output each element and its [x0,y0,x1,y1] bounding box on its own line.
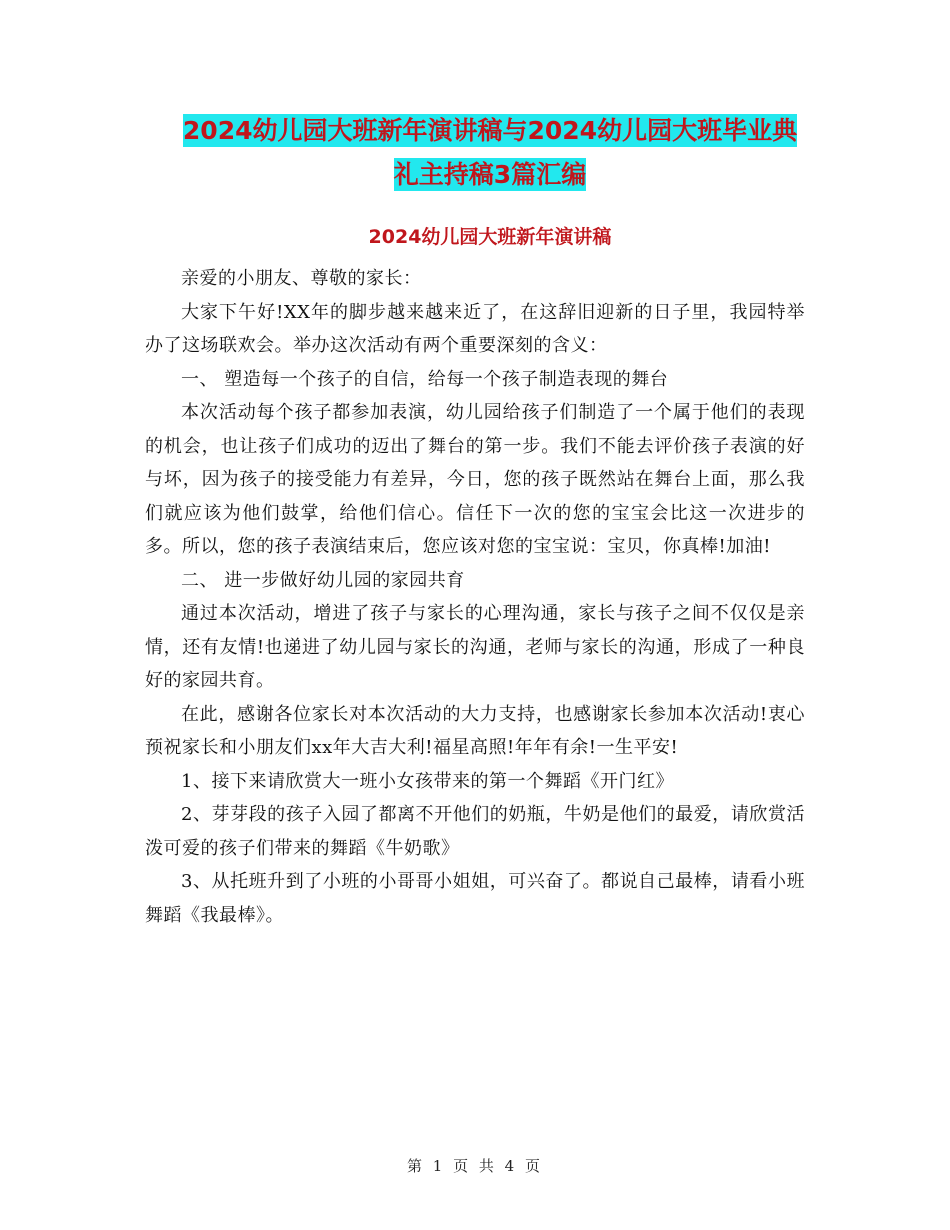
document-title-line-1 [150,112,830,150]
paragraph-heading-two: 二、 进一步做好幼儿园的家园共育 [181,569,465,591]
paragraph-program-2: 2、芽芽段的孩子入园了都离不开他们的奶瓶，牛奶是他们的最爱，请欣赏活泼可爱的孩子们带来的舞蹈《牛奶歌》 [145,804,805,859]
section-title: 2024幼儿园大班新年演讲稿 [368,226,612,248]
title-highlight-2: 礼主持稿3篇汇编 [393,160,587,189]
paragraph-heading-one: 一、 塑造每一个孩子的自信，给每一个孩子制造表现的舞台 [181,368,669,390]
paragraph-body-one: 本次活动每个孩子都参加表演，幼儿园给孩子们制造了一个属于他们的表现的机会，也让孩子们成功的迈出了舞台的第一步。我们不能去评价孩子表演的好与坏，因为孩子的接受能力有差异，今日，您的孩子既然站在舞台上面，那么我们就应该为他们鼓掌，给他们信心。信任下一次的您的宝宝会比这一次进步的多。所以，您的孩子表演结束后，您应该对您的宝宝说：宝贝，你真棒!加油! [145,402,805,557]
page-footer: 第 1 页 共 4 页 [407,1157,543,1175]
document-body [145,262,805,932]
title-highlight-1: 2024幼儿园大班新年演讲稿与2024幼儿园大班毕业典 [182,116,798,145]
paragraph-intro: 大家下午好!XX年的脚步越来越来近了，在这辞旧迎新的日子里，我园特举办了这场联欢会。举办这次活动有两个重要深刻的含义： [145,301,805,356]
paragraph-program-1: 1、接下来请欣赏大一班小女孩带来的第一个舞蹈《开门红》 [181,770,674,792]
paragraph-program-3: 3、从托班升到了小班的小哥哥小姐姐，可兴奋了。都说自己最棒，请看小班舞蹈《我最棒》。 [145,871,805,926]
paragraph-body-two: 通过本次活动，增进了孩子与家长的心理沟通，家长与孩子之间不仅仅是亲情，还有友情!也递进了幼儿园与家长的沟通，老师与家长的沟通，形成了一种良好的家园共育。 [145,603,805,691]
document-title-line-2 [150,156,830,194]
paragraph-greeting: 亲爱的小朋友、尊敬的家长： [181,268,422,289]
paragraph-thanks: 在此，感谢各位家长对本次活动的大力支持，也感谢家长参加本次活动!衷心预祝家长和小朋友们xx年大吉大利!福星高照!年年有余!一生平安! [145,703,805,758]
